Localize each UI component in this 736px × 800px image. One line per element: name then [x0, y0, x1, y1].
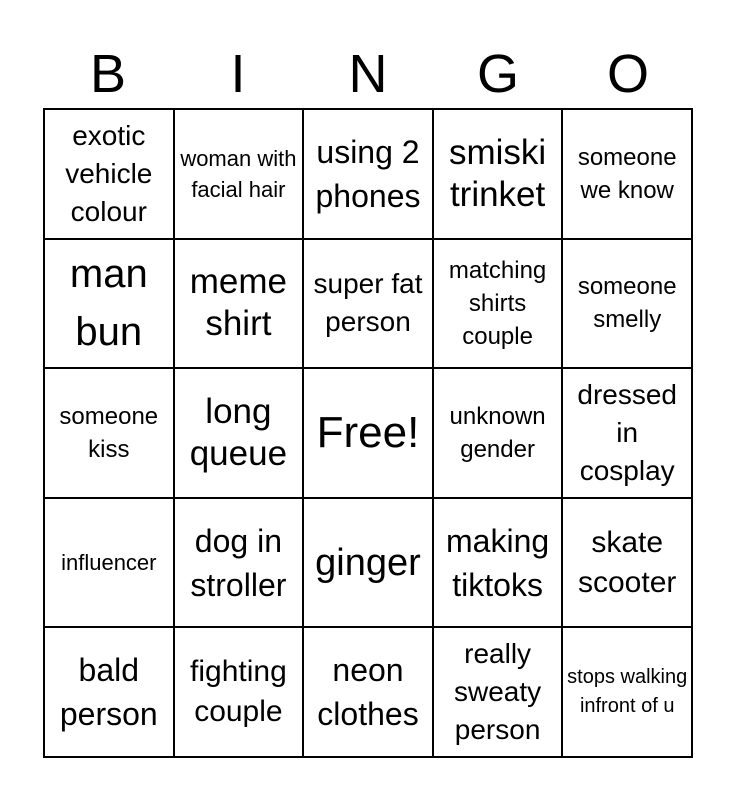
- bingo-cell[interactable]: [433, 368, 563, 498]
- bingo-cell[interactable]: [433, 498, 563, 628]
- cell-text: really sweaty person: [454, 638, 542, 746]
- cell-text: neon clothes: [317, 652, 419, 733]
- cell-text: woman with facial hair: [180, 145, 297, 202]
- bingo-cell[interactable]: [44, 498, 174, 628]
- cell-text: stops walking infront of u: [567, 666, 688, 718]
- header-letter-i: I: [230, 44, 246, 104]
- bingo-cell[interactable]: [303, 239, 433, 369]
- cell-text: meme shirt: [189, 262, 288, 344]
- free-space-text: Free!: [316, 407, 420, 457]
- bingo-header: [43, 40, 693, 108]
- cell-text: unknown gender: [449, 402, 546, 463]
- bingo-cell[interactable]: [174, 498, 304, 628]
- bingo-cell[interactable]: [562, 109, 692, 239]
- cell-text: influencer: [61, 550, 157, 576]
- cell-text: smiski trinket: [448, 132, 547, 214]
- bingo-cell[interactable]: [303, 498, 433, 628]
- cell-text: someone smelly: [577, 273, 677, 334]
- bingo-cell[interactable]: [303, 627, 433, 757]
- cell-text: matching shirts couple: [448, 256, 547, 350]
- cell-text: using 2 phones: [315, 133, 421, 214]
- bingo-cell[interactable]: [174, 109, 304, 239]
- cell-text: someone we know: [577, 143, 677, 204]
- cell-text: dog in stroller: [190, 522, 287, 603]
- bingo-cell[interactable]: [44, 109, 174, 239]
- bingo-cell[interactable]: [44, 239, 174, 369]
- bingo-cell[interactable]: [44, 627, 174, 757]
- bingo-board: [43, 108, 693, 758]
- cell-text: long queue: [189, 391, 288, 473]
- bingo-cell[interactable]: [562, 368, 692, 498]
- bingo-cell[interactable]: [433, 239, 563, 369]
- bingo-cell[interactable]: [303, 109, 433, 239]
- bingo-cell[interactable]: [562, 239, 692, 369]
- cell-text: man bun: [69, 252, 148, 355]
- cell-text: making tiktoks: [446, 522, 550, 603]
- header-letter-b: B: [89, 44, 127, 104]
- bingo-cell[interactable]: [174, 368, 304, 498]
- cell-text: exotic vehicle colour: [65, 119, 153, 227]
- cell-text: someone kiss: [59, 402, 159, 463]
- free-space-cell[interactable]: [303, 368, 433, 498]
- header-letter-n: N: [348, 44, 388, 104]
- cell-text: dressed in cosplay: [577, 378, 677, 486]
- header-letter-g: G: [476, 44, 519, 104]
- header-letter-o: O: [606, 44, 649, 104]
- cell-text: bald person: [59, 652, 158, 733]
- bingo-cell[interactable]: [562, 627, 692, 757]
- bingo-cell[interactable]: [174, 239, 304, 369]
- cell-text: super fat person: [313, 268, 423, 338]
- bingo-cell[interactable]: [44, 368, 174, 498]
- cell-text: fighting couple: [190, 655, 287, 729]
- bingo-cell[interactable]: [433, 109, 563, 239]
- cell-text: ginger: [315, 541, 421, 584]
- cell-text: skate scooter: [578, 525, 677, 599]
- bingo-cell[interactable]: [433, 627, 563, 757]
- bingo-cell[interactable]: [562, 498, 692, 628]
- bingo-cell[interactable]: [174, 627, 304, 757]
